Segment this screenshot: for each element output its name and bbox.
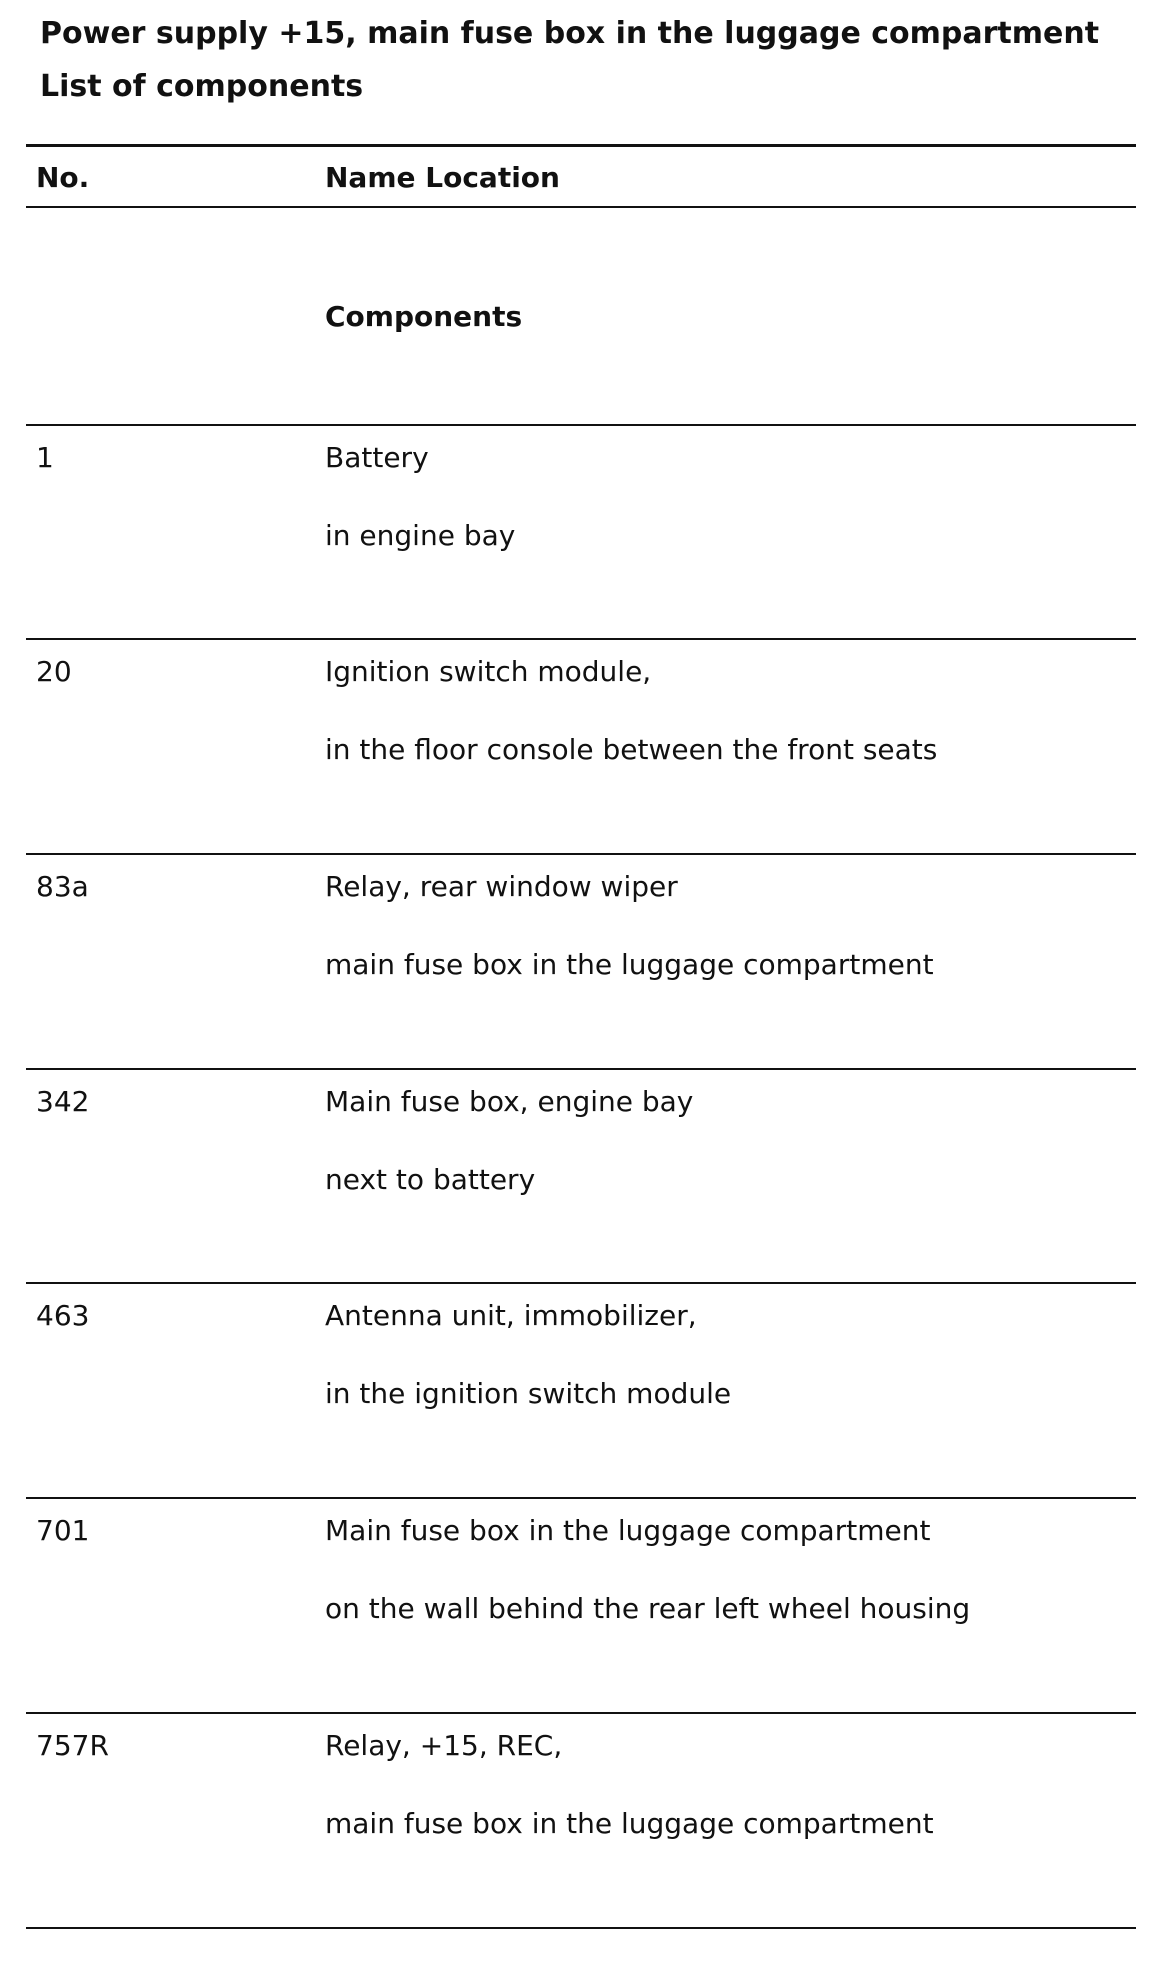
- row-location: next to battery: [325, 1163, 536, 1196]
- row-name: Relay, rear window wiper: [325, 870, 678, 903]
- row-divider: [26, 1282, 1136, 1284]
- row-location: on the wall behind the rear left wheel housing: [325, 1592, 971, 1625]
- row-number: 701: [36, 1514, 90, 1547]
- table-bottom-rule: [26, 1927, 1136, 1929]
- row-name: Battery: [325, 441, 429, 474]
- row-divider: [26, 424, 1136, 426]
- row-location: in engine bay: [325, 519, 516, 552]
- page-title: Power supply +15, main fuse box in the luggage compartment: [40, 16, 1100, 51]
- row-location: main fuse box in the luggage compartment: [325, 1807, 934, 1840]
- row-name: Antenna unit, immobilizer,: [325, 1299, 697, 1332]
- row-number: 83a: [36, 870, 89, 903]
- row-location: in the floor console between the front seats: [325, 733, 938, 766]
- row-name: Ignition switch module,: [325, 655, 652, 688]
- row-divider: [26, 853, 1136, 855]
- row-name: Relay, +15, REC,: [325, 1729, 563, 1762]
- row-number: 757R: [36, 1729, 109, 1762]
- row-name: Main fuse box in the luggage compartment: [325, 1514, 931, 1547]
- row-location: in the ignition switch module: [325, 1377, 732, 1410]
- table-top-rule: [26, 144, 1136, 147]
- row-name: Main fuse box, engine bay: [325, 1085, 694, 1118]
- row-divider: [26, 1712, 1136, 1714]
- row-number: 342: [36, 1085, 90, 1118]
- section-label: Components: [325, 300, 523, 333]
- column-header-no: No.: [36, 161, 90, 194]
- row-divider: [26, 1068, 1136, 1070]
- row-divider: [26, 638, 1136, 640]
- row-number: 1: [36, 441, 54, 474]
- row-number: 20: [36, 655, 72, 688]
- row-location: main fuse box in the luggage compartment: [325, 948, 934, 981]
- column-header-name-location: Name Location: [325, 161, 560, 194]
- page-subtitle: List of components: [40, 69, 364, 104]
- row-divider: [26, 1497, 1136, 1499]
- row-number: 463: [36, 1299, 90, 1332]
- header-divider: [26, 206, 1136, 208]
